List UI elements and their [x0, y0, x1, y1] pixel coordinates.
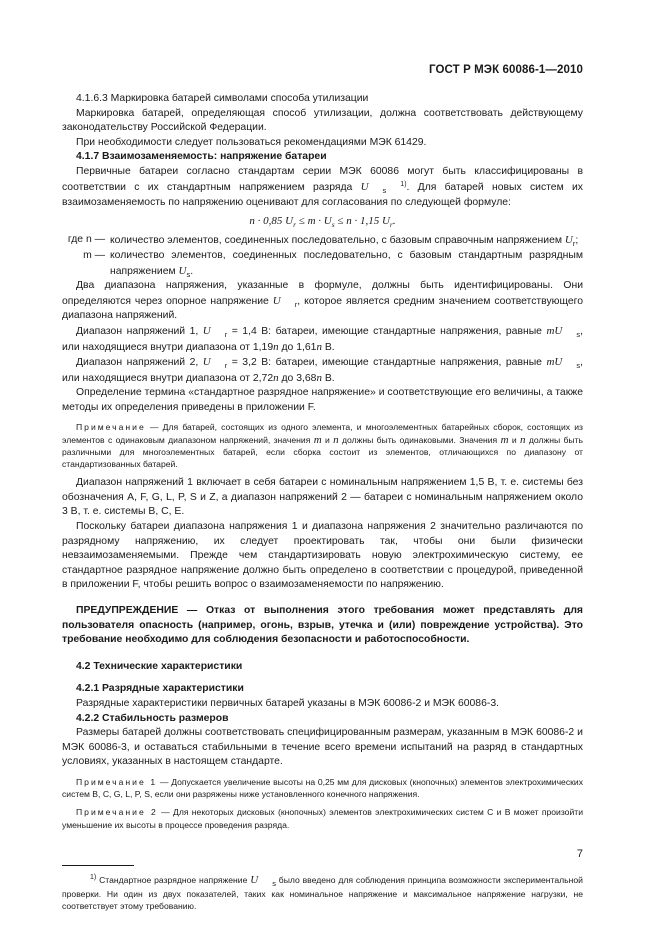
footnote: 1) Стандартное разрядное напряжение U s было введено для соблюдения принципа возможности экспериментальной проверки. Ни один из двух показателей, таких как номинальное напряжение и максимальное напряжение нагрузки, не соответствует этому требованию. — [62, 873, 583, 912]
section-4-2-2-title: 4.2.2 Стабильность размеров — [76, 712, 229, 724]
paragraph: Разрядные характеристики первичных батарей указаны в МЭК 60086-2 и МЭК 60086-3. — [76, 698, 499, 709]
paragraph: Два диапазона напряжения, указанные в формуле, должны быть идентифицированы. Они определяются через опорное напряжение U r, которое является средним значением соответствующего диапазона напряжений. — [62, 280, 583, 322]
paragraph: Диапазон напряжений 1 включает в себя батареи с номинальным напряжением 1,5 В, т. е. системы без обозначения A, F, G, L, P, S и Z, а диапазон напряжений 2 — батареи с номинальным напряжением около 3 В, т. е. системы В, С, Е. — [62, 477, 583, 518]
section-4-1-7-title: 4.1.7 Взаимозаменяемость: напряжение батареи — [76, 151, 327, 163]
definition-m: m — количество элементов, соединенных последовательно, с базовым стандартным разрядным напряжением Us. — [83, 249, 583, 279]
note-1: Примечание 1 — Допускается увеличение высоты на 0,25 мм для дисковых (кнопочных) элементов электрохимических систем B, C, G, L, P, S, если они разряжены ниже установленного конечного напряжения. — [62, 776, 583, 800]
paragraph: Размеры батарей должны соответствовать специфицированным размерам, указанным в МЭК 60086-2 и МЭК 60086-3, и оставаться стабильными в течение всего времени испытаний на разряд в стандартных условиях, указанных в настоящем стандарте. — [62, 727, 583, 768]
paragraph: Маркировка батарей, определяющая способ утилизации, должна соответствовать действующему законодательству Российской Федерации. — [62, 107, 583, 134]
note: Примечание — Для батарей, состоящих из одного элемента, и многоэлементных батарейных сборок, состоящих из элементов с одинаковым диапазоном напряжений, значения m и n должны быть одинаковыми. Значения m и n должны быть различными для многоэлементных батарей, если сборка состоит из элементов, отличающихся по диапазону от стандартизованных батарей. — [62, 422, 584, 470]
paragraph: Определение термина «стандартное разрядное напряжение» и соответствующие его величины, а также методы их определения приведены в приложении F. — [62, 387, 583, 413]
voltage-range-2: Диапазон напряжений 2, U r = 3,2 В: батареи, имеющие стандартные напряжения, равные mU s, или находящиеся внутри диапазона от 2,72n до 3,68n В. — [62, 356, 583, 384]
page-number: 7 — [576, 848, 583, 860]
running-header: ГОСТ Р МЭК 60086-1—2010 — [429, 64, 583, 76]
footnote-divider — [62, 865, 134, 866]
paragraph: Первичные батареи согласно стандартам серии МЭК 60086 могут быть классифицированы в соответствии с их стандартным напряжением разряда U s1). Для батарей новых систем их взаимозаменяемость по напряжению оценивают для согласования по следующей формуле: — [62, 165, 583, 209]
voltage-formula: n · 0,85 Ur ≤ m · Us ≤ n · 1,15 Ur. — [249, 214, 396, 229]
section-4-2-title: 4.2 Технические характеристики — [76, 660, 243, 672]
voltage-range-1: Диапазон напряжений 1, U r = 1,4 В: батареи, имеющие стандартные напряжения, равные mU s, или находящиеся внутри диапазона от 1,19n до 1,61n В. — [62, 324, 583, 353]
section-4-2-1-title: 4.2.1 Разрядные характеристики — [76, 683, 244, 695]
page-content — [62, 92, 583, 912]
section-4-1-6-3-title: 4.1.6.3 Маркировка батарей символами способа утилизации — [76, 93, 369, 104]
paragraph: Поскольку батареи диапазона напряжения 1 и диапазона напряжения 2 значительно различаются по разрядному напряжению, их следует проектировать так, чтобы они были физически невзаимозаменяемыми. Прежде чем стандартизировать новую электрохимическую систему, ее стандартное разрядное напряжение должно быть определено в соответствии с процедурой, приведенной в приложении F, чтобы решить вопрос о взаимозаменяемости по напряжению. — [62, 521, 583, 591]
warning-text: ПРЕДУПРЕЖДЕНИЕ — Отказ от выполнения этого требования может представлять для пользователя опасность (например, огонь, взрыв, утечка и (или) повреждение устройства). Это требование необходимо для соблюдения безопасности и работоспособности. — [62, 605, 583, 646]
note-2: Примечание 2 — Для некоторых дисковых (кнопочных) элементов электрохимических систем С и В может произойти уменьшение их высоты в процессе проведения разряда. — [62, 807, 583, 830]
paragraph: При необходимости следует пользоваться рекомендациями МЭК 61429. — [76, 136, 427, 148]
definition-n: где n — количество элементов, соединенных последовательно, с базовым справочным напряжением Ur; — [67, 234, 579, 249]
